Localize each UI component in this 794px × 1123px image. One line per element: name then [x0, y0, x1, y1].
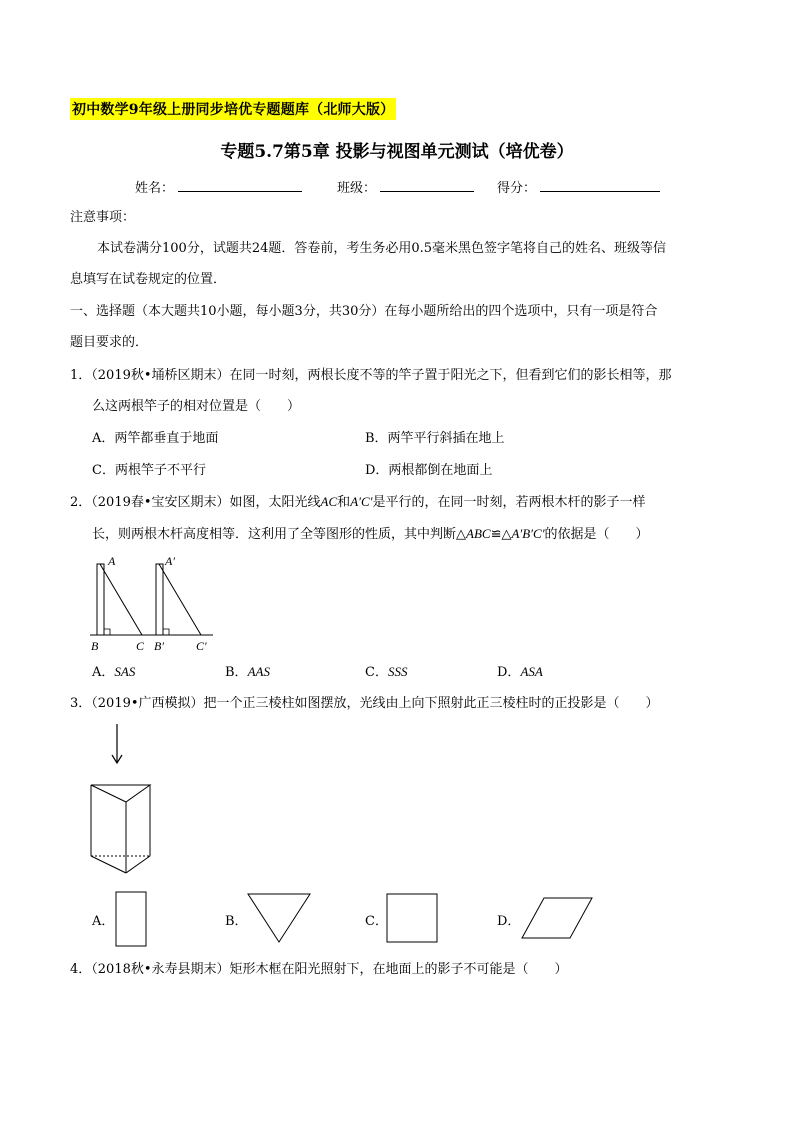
question-2-line-1b: 和: [337, 495, 351, 510]
question-2-ac: AC: [320, 494, 338, 509]
pole-1: [97, 564, 104, 635]
score-field[interactable]: [497, 177, 660, 196]
sun-ray-2: [159, 564, 201, 635]
page-title: 专题5.7第5章 投影与视图单元测试（培优卷）: [220, 142, 574, 162]
q2-option-c-prefix: C．: [365, 665, 388, 680]
notes-line-1: 本试卷满分100分，试题共24题．答卷前，考生务必用0.5毫米黑色签字笔将自己的姓名、班级等信: [97, 241, 667, 256]
q1-option-a[interactable]: A．两竿都垂直于地面: [92, 431, 219, 446]
q3-option-a[interactable]: A．: [92, 914, 115, 929]
label-c-prime: C′: [196, 639, 207, 653]
question-2-number: 2．: [70, 495, 92, 510]
question-4-text: [70, 960, 568, 980]
question-2-a2c2: A′C′: [350, 494, 373, 509]
name-field[interactable]: [135, 177, 302, 196]
question-2-line-2a: 长，则两根木杆高度相等．这利用了全等图形的性质，其中判断△: [92, 527, 466, 542]
class-label: 班级：: [337, 181, 377, 196]
q3-option-a-rectangle[interactable]: [114, 890, 154, 950]
q3-option-c-square[interactable]: [385, 890, 445, 950]
question-4-number: 4．: [70, 962, 92, 977]
right-angle-2: [163, 629, 169, 635]
section-line-2: 题目要求的．: [70, 335, 149, 350]
label-a-prime: A′: [165, 554, 175, 568]
question-2-line-2: [92, 524, 649, 545]
score-label: 得分：: [497, 181, 537, 196]
light-arrow-icon: [107, 722, 127, 772]
question-3-line-1: （2019•广西模拟）把一个正三棱柱如图摆放，光线由上向下照射此正三棱柱时的正投影是（ ）: [91, 696, 659, 711]
label-c: C: [136, 639, 145, 653]
label-b: B: [91, 639, 99, 653]
class-field[interactable]: [337, 177, 474, 196]
q2-option-b[interactable]: [225, 662, 270, 683]
question-4-line-1: （2018秋•永寿县期末）矩形木框在阳光照射下，在地面上的影子不可能是（ ）: [91, 962, 568, 977]
question-3-text: [70, 694, 659, 714]
q2-option-c[interactable]: [365, 662, 407, 683]
question-2-figure: [88, 555, 238, 655]
q2-option-a-value: SAS: [114, 664, 136, 679]
q2-option-d-value: ASA: [520, 664, 543, 679]
question-2-line-2b: ≌△: [490, 527, 512, 542]
class-blank[interactable]: [380, 179, 474, 192]
q3-option-b-triangle[interactable]: [246, 890, 316, 950]
q3-option-b[interactable]: B．: [225, 914, 248, 929]
label-a: A: [108, 554, 116, 568]
q3-option-d[interactable]: D．: [497, 914, 521, 929]
name-blank[interactable]: [178, 179, 302, 192]
prism-top-face: [91, 785, 150, 802]
q2-option-b-prefix: B．: [225, 665, 248, 680]
q2-option-d-prefix: D．: [497, 665, 521, 680]
q2-option-a-prefix: A．: [92, 665, 115, 680]
q3-option-d-parallelogram[interactable]: [518, 890, 598, 950]
pole-2: [156, 564, 163, 635]
q1-option-d[interactable]: D．两根都倒在地面上: [365, 463, 493, 478]
sun-ray-1: [100, 564, 142, 635]
score-blank[interactable]: [540, 179, 660, 192]
question-2-line-1c: 是平行的，在同一时刻，若两根木杆的影子一样: [372, 495, 646, 510]
question-1-line-1: （2019秋•埇桥区期末）在同一时刻，两根长度不等的竿子置于阳光之下，但看到它们的影长相等，那: [91, 368, 672, 383]
label-b-prime: B′: [154, 639, 164, 653]
question-2-text: [70, 492, 646, 513]
question-1-number: 1．: [70, 368, 92, 383]
triangular-prism-figure: [88, 780, 168, 880]
series-banner: 初中数学9年级上册同步培优专题题库（北师大版）: [70, 98, 396, 120]
question-2-abc: ABC: [466, 526, 491, 541]
question-3-number: 3．: [70, 696, 92, 711]
question-2-line-2c: 的依据是（ ）: [544, 527, 649, 542]
q3-option-c[interactable]: C．: [365, 914, 388, 929]
right-angle-1: [104, 629, 110, 635]
q2-option-d[interactable]: [497, 662, 543, 683]
q1-option-c[interactable]: C．两根竿子不平行: [92, 463, 206, 478]
q2-option-a[interactable]: [92, 662, 135, 683]
question-1-text: [70, 366, 672, 386]
q1-option-b[interactable]: B．两竿平行斜插在地上: [365, 431, 505, 446]
notes-line-2: 息填写在试卷规定的位置．: [70, 272, 227, 287]
question-2-a2b2c2: A′B′C′: [511, 526, 545, 541]
q2-option-c-value: SSS: [387, 664, 408, 679]
question-2-line-1a: （2019春•宝安区期末）如图，太阳光线: [91, 495, 321, 510]
notes-heading: 注意事项：: [70, 210, 136, 225]
name-label: 姓名：: [135, 181, 175, 196]
q2-option-b-value: AAS: [247, 664, 270, 679]
section-line-1: 一、选择题（本大题共10小题，每小题3分，共30分）在每小题所给出的四个选项中，只有一项是符合: [70, 304, 658, 319]
question-1-line-2: 么这两根竿子的相对位置是（ ）: [92, 399, 301, 414]
